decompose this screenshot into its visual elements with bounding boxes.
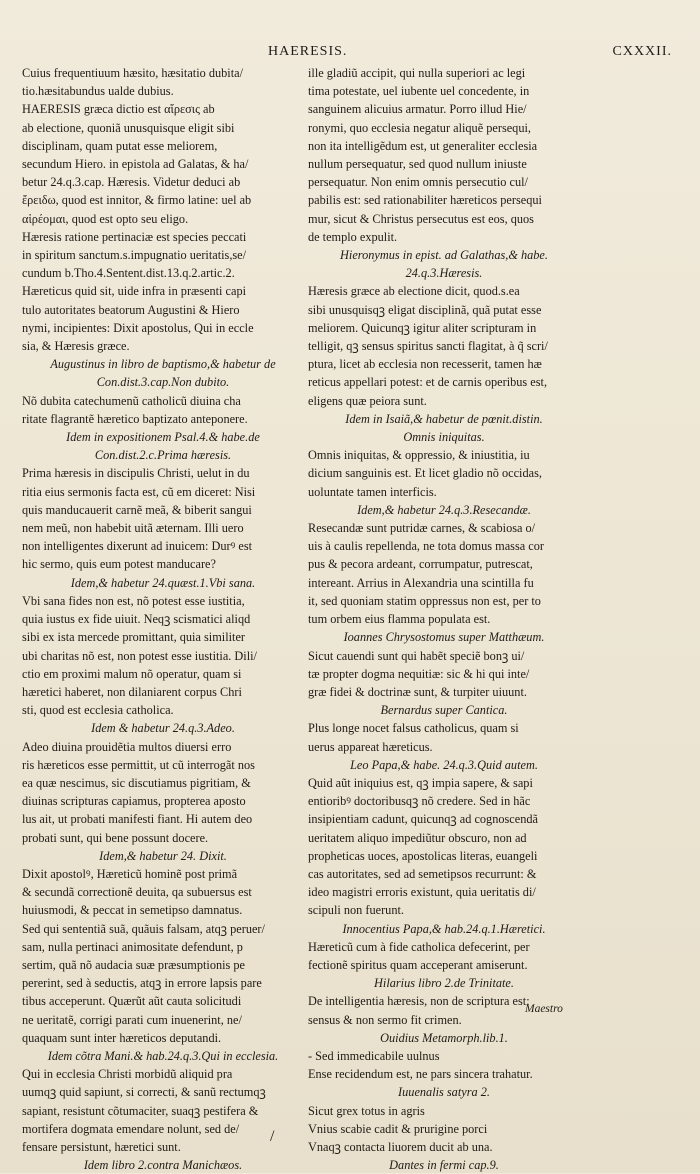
text-line: sia, & Hæresis græce.	[22, 339, 130, 354]
text-line: in spiritum sanctum.s.impugnatio ueritatis,se/	[22, 248, 247, 263]
text-line: αἱρέομαι, quod est opto seu eligo.	[22, 211, 189, 226]
text-line: insipientiam cadunt, quicunqꝫ ad cognoscendã	[308, 812, 538, 827]
text-line: Hieronymus in epist. ad Galathas,& habe.	[340, 248, 548, 263]
text-line: quis manducauerit carnẽ meã, & biberit sangui	[22, 502, 252, 517]
text-line: pus & pecora ardeant, corrumpatur, putrescat,	[308, 557, 533, 572]
text-line: hæretici haberet, non dilaniarent corpus Chri	[22, 684, 242, 699]
text-line: Idem,& habetur 24.q.3.Resecandæ.	[357, 502, 531, 517]
text-line: Nõ dubita catechumenũ catholicũ diuina cha	[22, 393, 241, 408]
text-line: non ita intelligẽdum est, ut generaliter ecclesia	[308, 138, 538, 153]
text-line: Idem in expositionem Psal.4.& habe.de	[66, 430, 260, 445]
text-line: Idem in Isaiã,& habetur de pœnit.distin.	[345, 411, 543, 426]
text-line: Sicut grex totus in agris	[308, 1103, 425, 1118]
text-line: Con.dist.3.cap.Non dubito.	[96, 375, 230, 390]
text-line: ris hæreticos esse permittit, ut cũ interrogãt nos	[22, 757, 255, 772]
text-line: De intelligentia hæresis, non de scriptura est:	[308, 994, 530, 1009]
text-line: uerus appareat hæreticus.	[308, 739, 433, 754]
text-line: Idem cõtra Mani.& hab.24.q.3.Qui in ecclesia.	[47, 1048, 279, 1063]
text-line: Vnaqꝫ contacta liuorem ducit ab una.	[308, 1139, 493, 1154]
text-line: scipuli non fuerunt.	[308, 903, 404, 918]
text-line: dicium sanguinis est. Et licet gladio nõ occidas,	[308, 466, 542, 481]
text-line: Idem & habetur 24.q.3.Adeo.	[91, 721, 235, 736]
text-line: Iuuenalis satyra 2.	[398, 1085, 490, 1100]
text-line: Vbi sana fides non est, nõ potest esse iustitia,	[22, 593, 245, 608]
text-line: betur 24.q.3.cap. Hæresis. Videtur deduci ab	[22, 175, 241, 190]
text-line: nem meũ, non habebit uitã æternam. Illi uero	[22, 521, 244, 536]
text-line: hic sermo, quis eum potest manducare?	[22, 557, 216, 572]
text-line: nymi, incipientes: Dixit apostolus, Qui in eccle	[22, 320, 254, 335]
text-line: quia iustus ex fide uiuit. Neqꝫ scismatici aliqd	[22, 612, 251, 627]
text-line: Leo Papa,& habe. 24.q.3.Quid autem.	[350, 757, 538, 772]
text-line: intereant. Arrius in Alexandria una scintilla fu	[308, 575, 534, 590]
text-line: meliorem. Quicunqꝫ igitur aliter scripturam in	[308, 320, 537, 335]
text-line: Hæresis ratione pertinaciæ est species peccati	[22, 229, 247, 244]
text-line: pabilis est: sed rationabiliter hæreticos persequi	[308, 193, 542, 208]
text-line: mur, sicut & Christus persecutus est eos, quos	[308, 211, 534, 226]
text-line: non intelligentes dixerunt ad inuicem: Durꝰ est	[22, 539, 253, 554]
text-line: fectionẽ spiritus quam acceperant amiserunt.	[308, 957, 528, 972]
text-line: diuinas scripturas capiamus, propterea aposto	[22, 794, 246, 809]
text-line: Idem libro 2.contra Manichæos.	[83, 1158, 243, 1173]
text-line: tum orbem eius flamma populata est.	[308, 612, 491, 627]
text-line: tibus acceperunt. Quærũt aũt cauta solicitudi	[22, 994, 242, 1009]
text-line: sensus & non sermo fit crimen.	[308, 1012, 462, 1027]
text-line: quaquam sunt inter hæreticos deputandi.	[22, 1030, 222, 1045]
text-line: Resecandæ sunt putridæ carnes, & scabiosa o/	[308, 521, 536, 536]
bottom-mark: /	[270, 1128, 275, 1145]
text-line: probati sunt, qui bene possunt docere.	[22, 830, 209, 845]
text-line: & secundã correctionẽ deuita, qa subuersus est	[22, 885, 252, 900]
text-line: eligens quæ peiora sunt.	[308, 393, 427, 408]
text-line: Idem,& habetur 24. Dixit.	[99, 848, 227, 863]
text-line: ubi charitas nõ est, non potest esse iustitia. Dili/	[22, 648, 257, 663]
text-line: Sed qui sententiã suã, quãuis falsam, atqꝫ peruer/	[22, 921, 265, 936]
left-column	[22, 64, 304, 1174]
text-line: Plus longe nocet falsus catholicus, quam si	[308, 721, 519, 736]
text-line: Adeo diuina prouidẽtia multos diuersi erro	[22, 739, 232, 754]
text-line: Hæreticus quid sit, uide infra in præsenti capi	[22, 284, 247, 299]
text-line: uumqꝫ quid sapiunt, si correcti, & sanũ rectumqꝫ	[22, 1085, 266, 1100]
text-line: Vnius scabie cadit & prurigine porci	[308, 1121, 488, 1136]
text-line: it, sed quoniam statim oppressus non est, per to	[308, 593, 541, 608]
running-title: HAERESIS.	[268, 44, 348, 59]
text-line: sti, quod est ecclesia catholica.	[22, 703, 174, 718]
text-line: ritate flagrantẽ hæretico baptizato anteponere.	[22, 411, 248, 426]
text-line: Hæresis græce ab electione dicit, quod.s.ea	[308, 284, 520, 299]
text-line: græ fidei & doctrinæ sunt, & turpiter uiuunt.	[308, 684, 527, 699]
text-line: Augustinus in libro de baptismo,& habetur de	[50, 357, 276, 372]
text-line: fensare persistunt, hæretici sunt.	[22, 1139, 181, 1154]
text-line: secundum Hiero. in epistola ad Galatas, & ha/	[22, 157, 249, 172]
text-line: tio.hæsitabundus ualde dubius.	[22, 84, 174, 99]
text-line: ideo magistri erroris existunt, quia ueritatis di/	[308, 885, 536, 900]
text-line: ueritatem aliquo impediũtur obscuro, non ad	[308, 830, 527, 845]
text-line: Omnis iniquitas.	[403, 430, 485, 445]
text-line: Con.dist.2.c.Prima hæresis.	[94, 448, 232, 463]
text-line: Ouidius Metamorph.lib.1.	[380, 1030, 508, 1045]
text-line: ea quæ nescimus, sic discutiamus pigritiam, &	[22, 775, 251, 790]
text-line: Prima hæresis in discipulis Christi, uelut in du	[22, 466, 250, 481]
text-line: ritia eius sermonis facta est, cũ em diceret: Nisi	[22, 484, 256, 499]
text-line: sibi ex ista mercede promittant, quia similiter	[22, 630, 245, 645]
running-header	[20, 44, 680, 64]
text-line: Ioannes Chrysostomus super Matthæum.	[343, 630, 545, 645]
text-line: sam, nulla pertinaci animositate defendunt, p	[22, 939, 243, 954]
text-line: Bernardus super Cantica.	[380, 703, 508, 718]
text-line: ἔρειδω, quod est innitor, & firmo latine: uel ab	[22, 193, 252, 208]
text-line: ab electione, quoniã unusquisque eligit sibi	[22, 120, 235, 135]
text-line: pererint, sed à seductis, atqꝫ in errore lapsis pare	[22, 976, 262, 991]
text-line: sertim, quã nõ audacia suæ præsumptionis pe	[22, 957, 246, 972]
text-line: Ense recidendum est, ne pars sincera trahatur.	[308, 1067, 533, 1082]
text-line: Omnis iniquitas, & oppressio, & iniustitia, iu	[308, 448, 530, 463]
text-line: nullum persequatur, sed quod nullum iniuste	[308, 157, 527, 172]
text-line: Dantes in fermi cap.9.	[389, 1158, 499, 1173]
text-line: de templo expulit.	[308, 229, 398, 244]
text-line: ronymi, quo ecclesia negatur aliquẽ persequi,	[308, 120, 531, 135]
text-line: mortifera dogmata emendare nolunt, sed de/	[22, 1121, 240, 1136]
text-line: entioribꝰ doctoribusqꝫ nõ credere. Sed in hãc	[308, 794, 531, 809]
text-line: sanguinem alicuius armatur. Porro illud Hie/	[308, 102, 527, 117]
text-line: Innocentius Papa,& hab.24.q.1.Hæretici.	[342, 921, 546, 936]
text-line: huiusmodi, & peccat in semetipso damnatus.	[22, 903, 243, 918]
text-line: Hæreticũ cum à fide catholica defecerint, per	[308, 939, 530, 954]
text-line: Dixit apostolꝰ, Hæreticũ hominẽ post primã	[22, 866, 238, 881]
text-line: 24.q.3.Hæresis.	[405, 266, 483, 281]
text-line: sapiant, resistunt cõtumaciter, suaqꝫ pestifera &	[22, 1103, 259, 1118]
text-line: reticus appellari potest: et de carnis operibus est,	[308, 375, 548, 390]
text-line: cas autoritates, sed ad semetipsos recurrunt: &	[308, 866, 537, 881]
text-line: uoluntate tamen interficis.	[308, 484, 437, 499]
text-line: Hilarius libro 2.de Trinitate.	[374, 976, 514, 991]
text-line: sibi unusquisqꝫ eligat disciplinã, quã putat esse	[308, 302, 542, 317]
text-line: Qui in ecclesia Christi morbidũ aliquid pra	[22, 1067, 233, 1082]
text-line: lus ait, ut probati manifesti fiant. Hi autem deo	[22, 812, 253, 827]
text-line: Idem,& habetur 24.quæst.1.Vbi sana.	[70, 575, 256, 590]
text-line: persequatur. Non enim omnis persecutio cul/	[308, 175, 528, 190]
text-line: propheticas uoces, apostolicas literas, euangeli	[308, 848, 538, 863]
text-line: tulo autoritates beatorum Augustini & Hiero	[22, 302, 240, 317]
text-line: disciplinam, quam putat esse meliorem,	[22, 138, 218, 153]
text-line: Quid aũt iniquius est, qꝫ impia sapere, & sapi	[308, 775, 533, 790]
text-line: Cuius frequentiuum hæsito, hæsitatio dubita/	[22, 66, 243, 80]
text-line: ctio em proximi malum nõ operatur, quam si	[22, 666, 242, 681]
text-line: tima potestate, uel iubente uel concedente, in	[308, 84, 530, 99]
text-line: HAERESIS græca dictio est αἵρεσις ab	[22, 102, 215, 117]
text-line: telligit, qꝫ sensus spiritus sancti flagitat, à q̃ scri/	[308, 339, 548, 354]
text-line: ptura, licet ab ecclesia non recesserit, tamen hæ	[308, 357, 542, 372]
text-line: cundum b.Tho.4.Sentent.dist.13.q.2.artic.2.	[22, 266, 235, 281]
text-line: Sicut cauendi sunt qui habẽt speciẽ bonꝫ ui/	[308, 648, 525, 663]
text-line: uis à caulis repellenda, ne tota domus massa cor	[308, 539, 544, 554]
text-line: ne ueritatẽ, corrigi parati cum inuenerint, ne/	[22, 1012, 242, 1027]
folio-number: CXXXII.	[612, 44, 672, 59]
text-line: ille gladiũ accipit, qui nulla superiori ac legi	[308, 66, 526, 80]
catchword: Maestro	[525, 1003, 563, 1015]
text-line: tæ propter dogma nequitiæ: sic & hi qui inte/	[308, 666, 530, 681]
text-line: - Sed immedicabile uulnus	[308, 1048, 440, 1063]
